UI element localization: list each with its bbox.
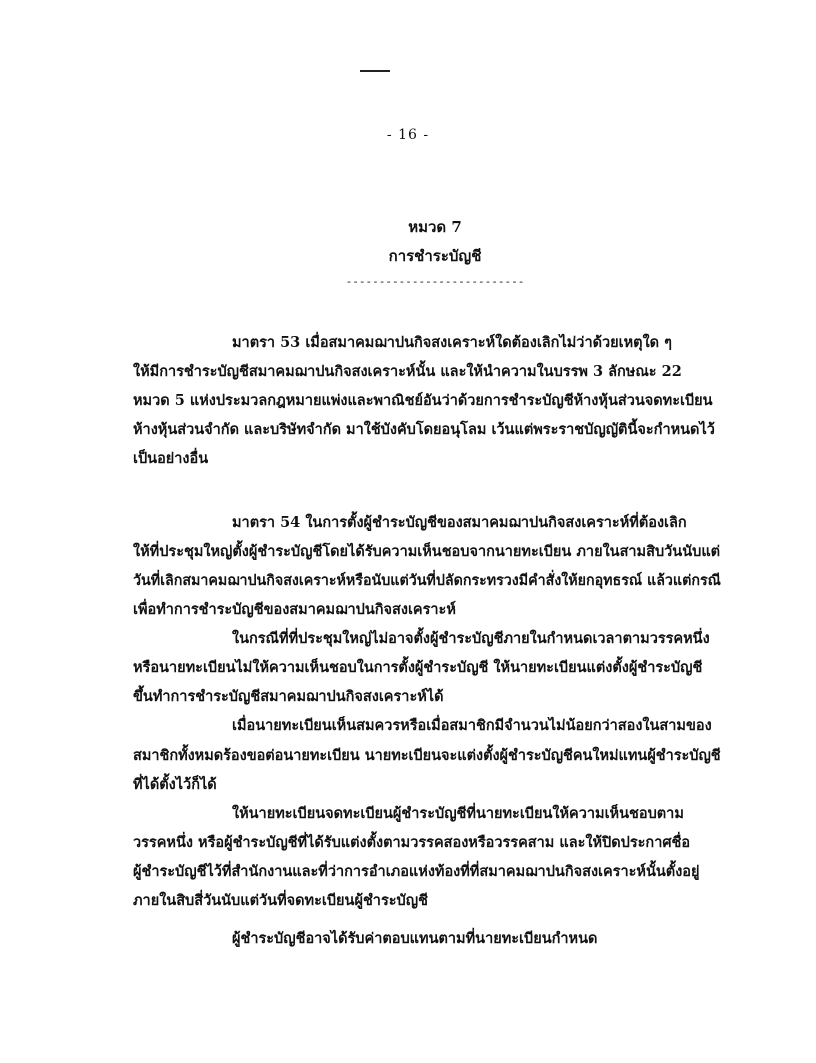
- paragraph-3-line-2: สมาชิกทั้งหมดร้องขอต่อนายทะเบียน นายทะเบียนจะแต่งตั้งผู้ชำระบัญชีคนใหม่แทนผู้ชำระบัญชี: [133, 747, 721, 764]
- page-number: - 16 -: [386, 127, 430, 143]
- section-53-line-1: มาตรา 53 เมื่อสมาคมฌาปนกิจสงเคราะห์ใดต้องเลิกไม่ว่าด้วยเหตุใด ๆ: [232, 334, 672, 351]
- section-53-line-4: ห้างหุ้นส่วนจำกัด และบริษัทจำกัด มาใช้บังคับโดยอนุโลม เว้นแต่พระราชบัญญัตินี้จะกำหนดไว้: [133, 421, 715, 438]
- section-54-line-4: เพื่อทำการชำระบัญชีของสมาคมฌาปนกิจสงเคราะห์: [133, 601, 456, 618]
- paragraph-2-line-3: ขึ้นทำการชำระบัญชีสมาคมฌาปนกิจสงเคราะห์ได้: [133, 688, 444, 705]
- chapter-number: หมวด 7: [408, 218, 462, 236]
- paragraph-4-line-3: ผู้ชำระบัญชีไว้ที่สำนักงานและที่ว่าการอำเภอแห่งท้องที่ที่สมาคมฌาปนกิจสงเคราะห์นั้นตั้งอยู่: [133, 863, 700, 880]
- chapter-divider: ---------------------------: [345, 275, 525, 288]
- chapter-title: การชำระบัญชี: [388, 247, 482, 265]
- paragraph-4-line-4: ภายในสิบสี่วันนับแต่วันที่จดทะเบียนผู้ชำระบัญชี: [133, 892, 428, 909]
- section-54-line-2: ให้ที่ประชุมใหญ่ตั้งผู้ชำระบัญชีโดยได้รับความเห็นชอบจากนายทะเบียน ภายในสามสิบวันนับแต่: [133, 543, 721, 560]
- paragraph-2-line-1: ในกรณีที่ที่ประชุมใหญ่ไม่อาจตั้งผู้ชำระบัญชีภายในกำหนดเวลาตามวรรคหนึ่ง: [232, 630, 710, 647]
- section-53-line-5: เป็นอย่างอื่น: [133, 450, 209, 467]
- section-53-line-2: ให้มีการชำระบัญชีสมาคมฌาปนกิจสงเคราะห์นั้น และให้นำความในบรรพ 3 ลักษณะ 22: [133, 363, 682, 380]
- section-54-line-3: วันที่เลิกสมาคมฌาปนกิจสงเคราะห์หรือนับแต่วันที่ปลัดกระทรวงมีคำสั่งให้ยกอุทธรณ์ แล้วแต่กรณี: [133, 572, 721, 589]
- paragraph-3-line-1: เมื่อนายทะเบียนเห็นสมควรหรือเมื่อสมาชิกมีจำนวนไม่น้อยกว่าสองในสามของ: [232, 717, 712, 734]
- section-54-line-1: มาตรา 54 ในการตั้งผู้ชำระบัญชีของสมาคมฌาปนกิจสงเคราะห์ที่ต้องเลิก: [232, 514, 687, 531]
- paragraph-4-line-1: ให้นายทะเบียนจดทะเบียนผู้ชำระบัญชีที่นายทะเบียนให้ความเห็นชอบตาม: [232, 805, 684, 822]
- paragraph-3-line-3: ที่ได้ตั้งไว้ก็ได้: [133, 776, 217, 793]
- paragraph-4-line-2: วรรคหนึ่ง หรือผู้ชำระบัญชีที่ได้รับแต่งตั้งตามวรรคสองหรือวรรคสาม และให้ปิดประกาศชื่อ: [133, 834, 691, 851]
- paragraph-2-line-2: หรือนายทะเบียนไม่ให้ความเห็นชอบในการตั้งผู้ชำระบัญชี ให้นายทะเบียนแต่งตั้งผู้ชำระบัญชี: [133, 659, 703, 676]
- scan-artifact-mark: [360, 70, 390, 72]
- paragraph-5-line-1: ผู้ชำระบัญชีอาจได้รับค่าตอบแทนตามที่นายทะเบียนกำหนด: [232, 930, 598, 947]
- section-53-line-3: หมวด 5 แห่งประมวลกฎหมายแพ่งและพาณิชย์อันว่าด้วยการชำระบัญชีห้างหุ้นส่วนจดทะเบียน: [133, 392, 713, 409]
